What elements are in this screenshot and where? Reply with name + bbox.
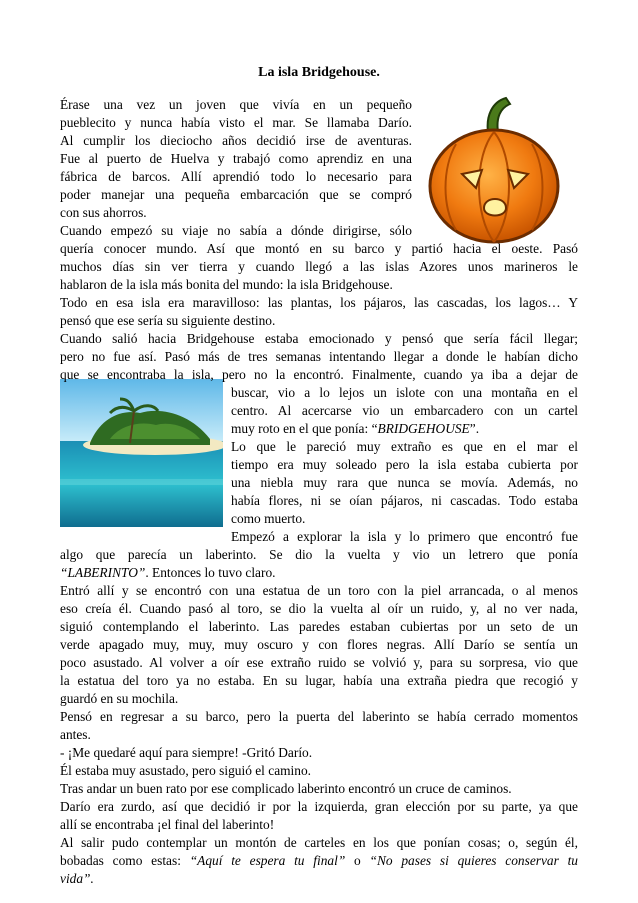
text-line: Tras andar un buen rato por ese complicado laberinto encontró un cruce de caminos. [60,781,512,796]
text-line: Pensó en regresar a su barco, pero la puerta del laberinto se había cerrado momentos [60,709,578,724]
text-line: - ¡Me quedaré aquí para siempre! -Gritó Darío. [60,745,313,760]
text-line: poco asustado. Al volver a oír ese extraño ruido se volvió y, para su sorpresa, vio que [60,655,578,670]
text-line: quería conocer mundo. Así que montó en su barco y partió hacia el oeste. Pasó [60,241,578,256]
text-line: pero no fue así. Pasó más de tres semanas intentando llegar a donde le habían dicho [60,349,578,364]
text-line: Lo que le pareció muy extraño es que en el mar el [231,439,578,454]
text-line: guardó en su mochila. [60,691,179,706]
text-line: con sus ahorros. [60,205,147,220]
pumpkin-image [426,96,562,246]
island-image [60,379,223,527]
text-line: Érase una vez un joven que vivía en un pequeño [60,97,412,112]
text-line: Todo en esa isla era maravilloso: las plantas, los pájaros, las cascadas, los lagos… Y [60,295,578,310]
text-line: eso creía él. Cuando pasó al toro, se dio la vuelta al oír un ruido, y, al no ver nada, [60,601,578,616]
text-line: Empezó a explorar la isla y lo primero que encontró fue [231,529,578,544]
text-line: tiempo era muy soleado pero la isla estaba cubierta por [231,457,578,472]
text-line: “LABERINTO”. Entonces lo tuvo claro. [60,565,276,580]
text-line: allí se encontraba ¡el final del laberinto! [60,817,275,832]
document-title: La isla Bridgehouse. [258,65,380,80]
text-line: como muerto. [231,511,306,526]
text-line: siguió contemplando el laberinto. Las paredes estaban cubiertas por un seto de un [60,619,578,634]
text-line: algo que parecía un laberinto. Se dio la vuelta y vio un letrero que ponía [60,547,578,562]
text-line: la estatua del toro ya no estaba. En su lugar, había una extraña piedra que recogió y [60,673,578,688]
text-line: Darío era zurdo, así que decidió ir por la izquierda, gran elección por su parte, ya que [60,799,578,814]
text-line: poder manejar una pequeña embarcación que se compró [60,187,412,202]
text-line: Fue al puerto de Huelva y trabajó como aprendiz en una [60,151,412,166]
text-line: Él estaba muy asustado, pero siguió el camino. [60,763,312,778]
text-line: fábrica de barcos. Allí aprendió todo lo necesario para [60,169,412,184]
text-line: pensó que ese sería su siguiente destino. [60,313,276,328]
text-line: verde apagado muy, muy, muy oscuro y con flores negras. Allí Darío se sentía un [60,637,578,652]
text-line: Al cumplir los dieciocho años decidió irse de aventuras. [60,133,412,148]
text-line: pueblecito y nunca había visto el mar. Se llamaba Darío. [60,115,412,130]
text-line: centro. Al acercarse vio un embarcadero con un cartel [231,403,578,418]
text-line: bobadas como estas: “Aquí te espera tu final” o “No pases si quieres conservar tu [60,853,579,868]
text-line: que se encontraba la isla, pero no la encontró. Finalmente, cuando ya iba a dejar de [60,367,578,382]
text-line: vida”. [60,871,94,886]
text-line: Cuando salió hacia Bridgehouse estaba emocionado y pensó que sería fácil llegar; [60,331,578,346]
text-line: hablaron de la isla más bonita del mundo: la isla Bridgehouse. [60,277,393,292]
text-line: había flores, ni se oían pájaros, ni cascadas. Todo estaba [231,493,578,508]
text-line: Entró allí y se encontró con una estatua de un toro con la piel arrancada, o al menos [60,583,578,598]
text-line: Cuando empezó su viaje no sabía a dónde dirigirse, sólo [60,223,412,238]
text-line: una niebla muy rara que nunca se movía. Además, no [231,475,578,490]
text-line: muchos días sin ver tierra y cuando llegó a las islas Azores unos marineros le [60,259,578,274]
text-line: buscar, vio a lo lejos un islote con una montaña en el [231,385,578,400]
text-line: muy roto en el que ponía: “BRIDGEHOUSE”. [231,421,480,436]
text-line: antes. [60,727,91,742]
text-line: Al salir pudo contemplar un montón de carteles en los que ponían cosas; o, según él, [60,835,578,850]
